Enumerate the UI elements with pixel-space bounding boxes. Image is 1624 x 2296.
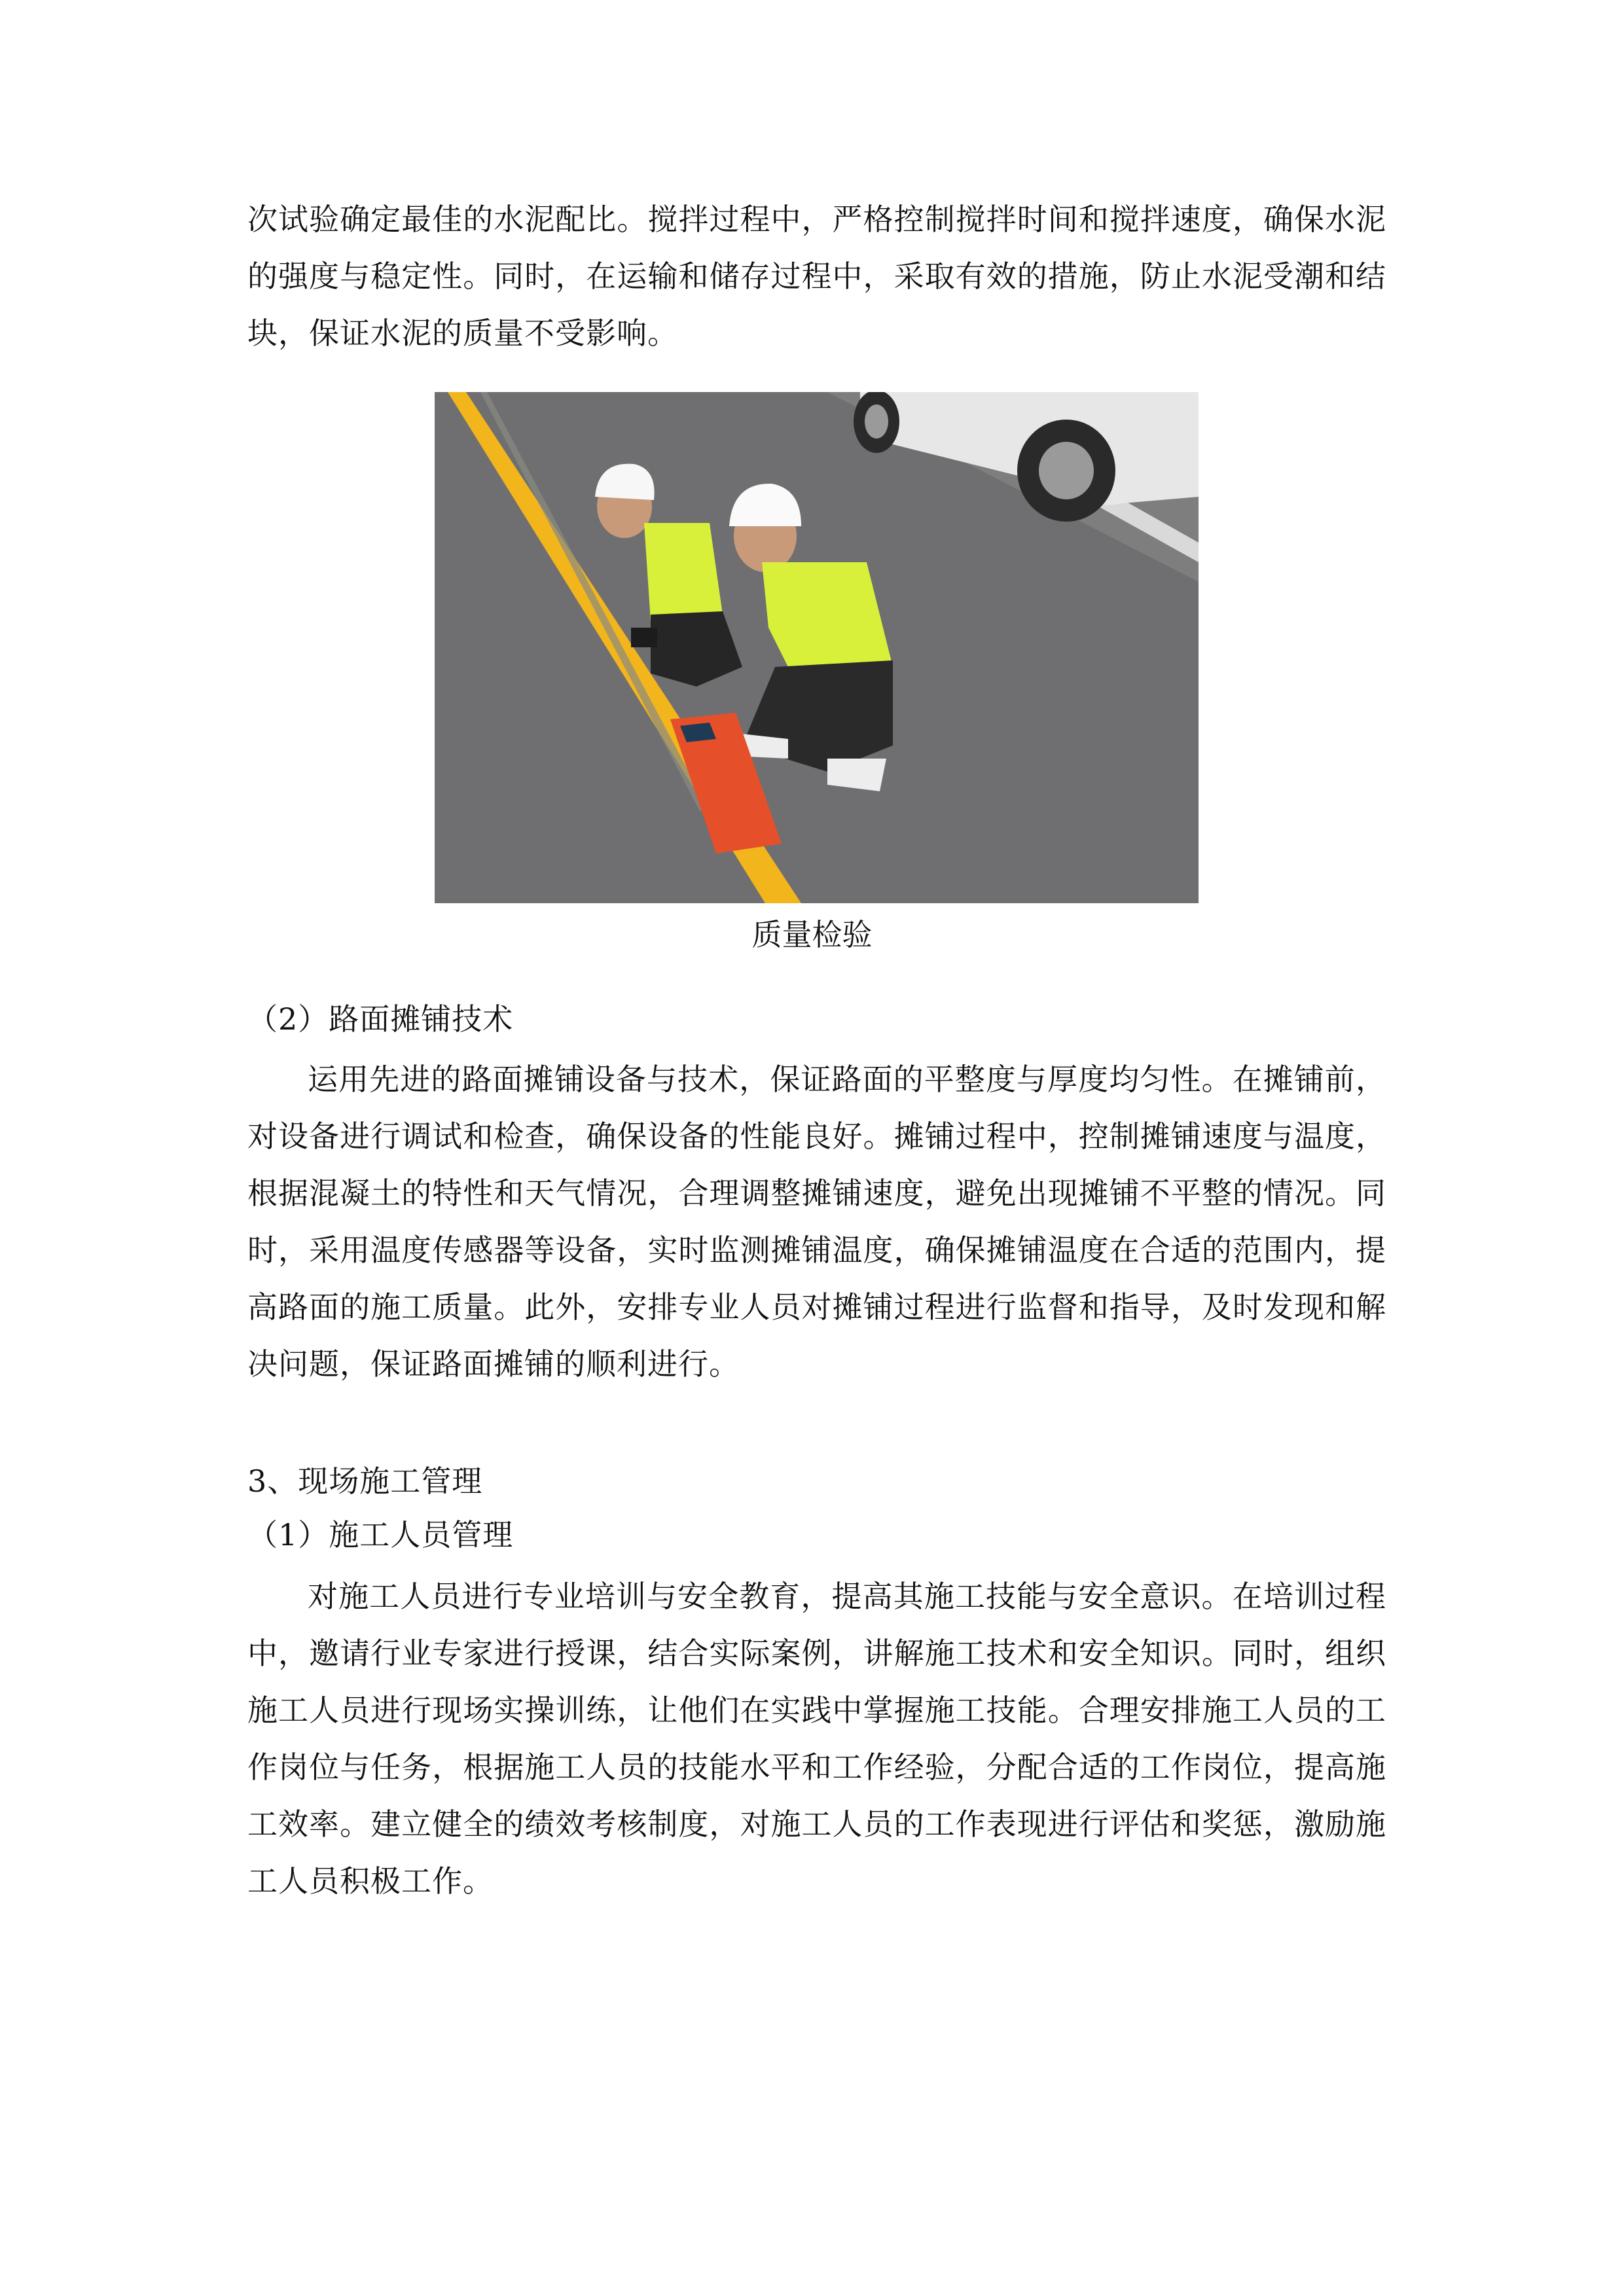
figure-caption: 质量检验: [751, 917, 873, 952]
quality-inspection-photo: [435, 392, 1199, 903]
paragraph-cement-quality: 次试验确定最佳的水泥配比。搅拌过程中，严格控制搅拌时间和搅拌速度，确保水泥的强度与稳定性。同时，在运输和储存过程中，采取有效的措施，防止水泥受潮和结块，保证水泥的质量不受影响。: [247, 202, 1386, 351]
subsection-heading-personnel: （1）施工人员管理: [247, 1517, 514, 1552]
paragraph-paving-technology: 运用先进的路面摊铺设备与技术，保证路面的平整度与厚度均匀性。在摊铺前，对设备进行调试和检查，确保设备的性能良好。摊铺过程中，控制摊铺速度与温度，根据混凝土的特性和天气情况，合理调整摊铺速度，避免出现摊铺不平整的情况。同时，采用温度传感器等设备，实时监测摊铺温度，确保摊铺温度在合适的范围内，提高路面的施工质量。此外，安排专业人员对摊铺过程进行监督和指导，及时发现和解决问题，保证路面摊铺的顺利进行。: [247, 1062, 1386, 1382]
section-heading-paving: （2）路面摊铺技术: [247, 1001, 514, 1037]
section-heading-site-management: 3、现场施工管理: [247, 1463, 483, 1499]
paragraph-personnel-management: 对施工人员进行专业培训与安全教育，提高其施工技能与安全意识。在培训过程中，邀请行业专家进行授课，结合实际案例，讲解施工技术和安全知识。同时，组织施工人员进行现场实操训练，让他们在实践中掌握施工技能。合理安排施工人员的工作岗位与任务，根据施工人员的技能水平和工作经验，分配合适的工作岗位，提高施工效率。建立健全的绩效考核制度，对施工人员的工作表现进行评估和奖惩，激励施工人员积极工作。: [247, 1579, 1386, 1899]
